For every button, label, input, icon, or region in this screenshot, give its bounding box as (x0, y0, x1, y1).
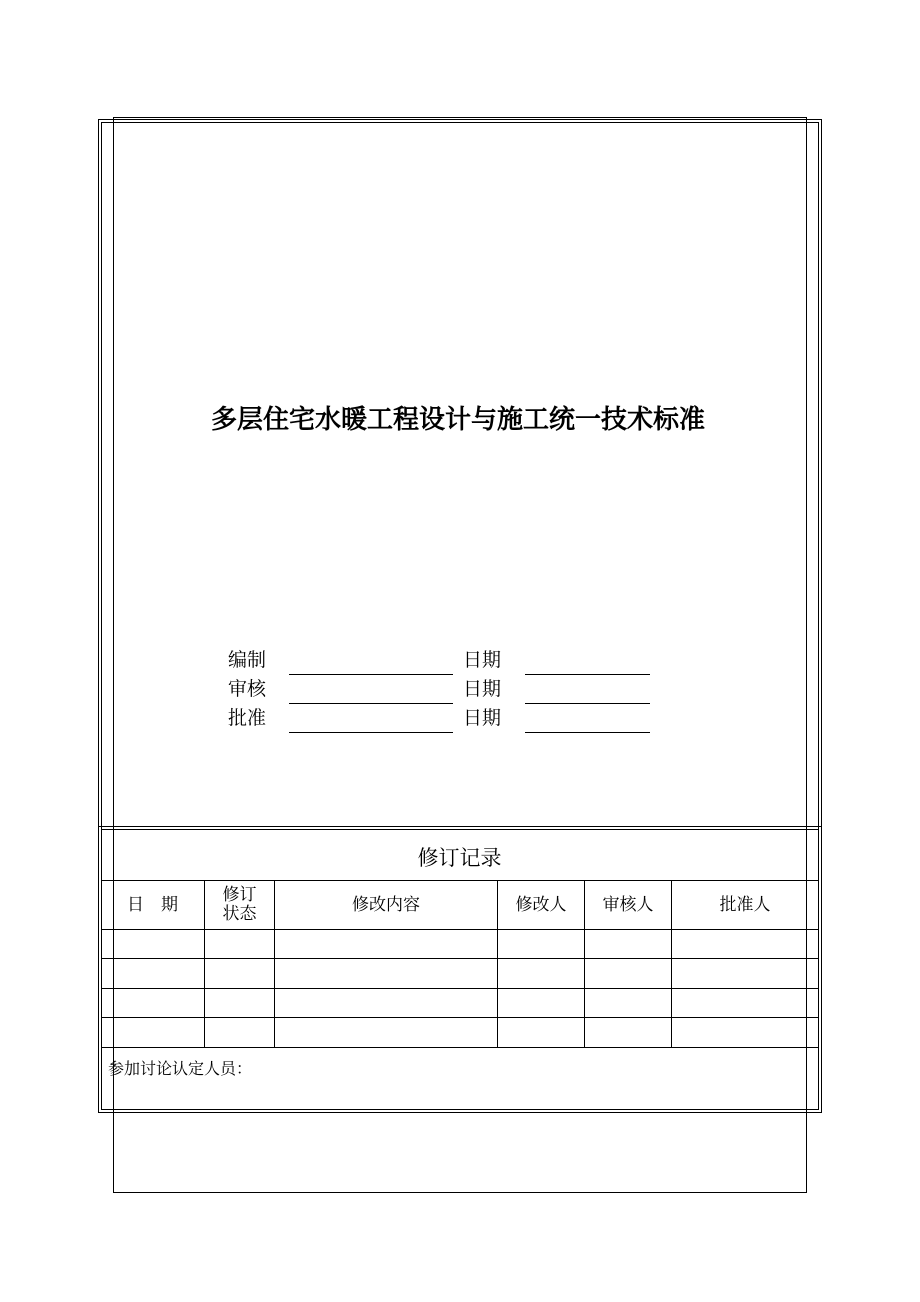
table-row-line (101, 988, 819, 989)
revision-status-line-2: 状态 (222, 904, 257, 924)
signoff-compile-line[interactable] (289, 674, 453, 675)
signoff-date-label: 日期 (463, 678, 502, 700)
table-header-bottom-line (101, 929, 819, 930)
frame-top-outer (98, 119, 822, 120)
column-header-revision-status (205, 881, 274, 929)
frame-left-inner (101, 122, 102, 1109)
table-bottom-line (101, 1047, 819, 1048)
revision-record-title: 修订记录 (417, 846, 502, 870)
frame-left-outer (98, 119, 99, 1112)
signoff-role-approve: 批准 (228, 707, 267, 729)
signoff-approve-line[interactable] (289, 732, 453, 733)
column-header-date: 日 期 (127, 894, 178, 915)
table-row-line (101, 1017, 819, 1018)
column-header-reviewer: 审核人 (602, 894, 654, 915)
signoff-review-date-line[interactable] (525, 703, 650, 704)
inner-box-top (113, 117, 806, 118)
signoff-role-compile: 编制 (228, 649, 267, 671)
inner-box-bottom (113, 1192, 807, 1193)
frame-bottom-inner (101, 1109, 819, 1110)
participants-label: 参加讨论认定人员： (108, 1059, 253, 1078)
signoff-role-review: 审核 (228, 678, 267, 700)
signoff-compile-date-line[interactable] (525, 674, 650, 675)
column-header-approver: 批准人 (719, 894, 771, 915)
frame-bottom-outer (98, 1112, 822, 1113)
signoff-date-label: 日期 (463, 649, 502, 671)
frame-right-inner (818, 122, 819, 1109)
table-row-line (101, 958, 819, 959)
signoff-approve-date-line[interactable] (525, 732, 650, 733)
column-header-modifier: 修改人 (515, 894, 567, 915)
revision-status-line-1: 修订 (222, 885, 257, 905)
revision-separator-2 (101, 829, 819, 830)
inner-box-right (806, 117, 807, 1193)
signoff-date-label: 日期 (463, 707, 502, 729)
frame-right-outer (821, 119, 822, 1112)
document-title: 多层住宅水暖工程设计与施工统一技术标准 (210, 405, 705, 435)
frame-top-inner (101, 122, 819, 123)
column-header-content: 修改内容 (352, 894, 420, 915)
inner-box-left (113, 117, 114, 1193)
revision-separator-1 (98, 826, 822, 827)
signoff-review-line[interactable] (289, 703, 453, 704)
